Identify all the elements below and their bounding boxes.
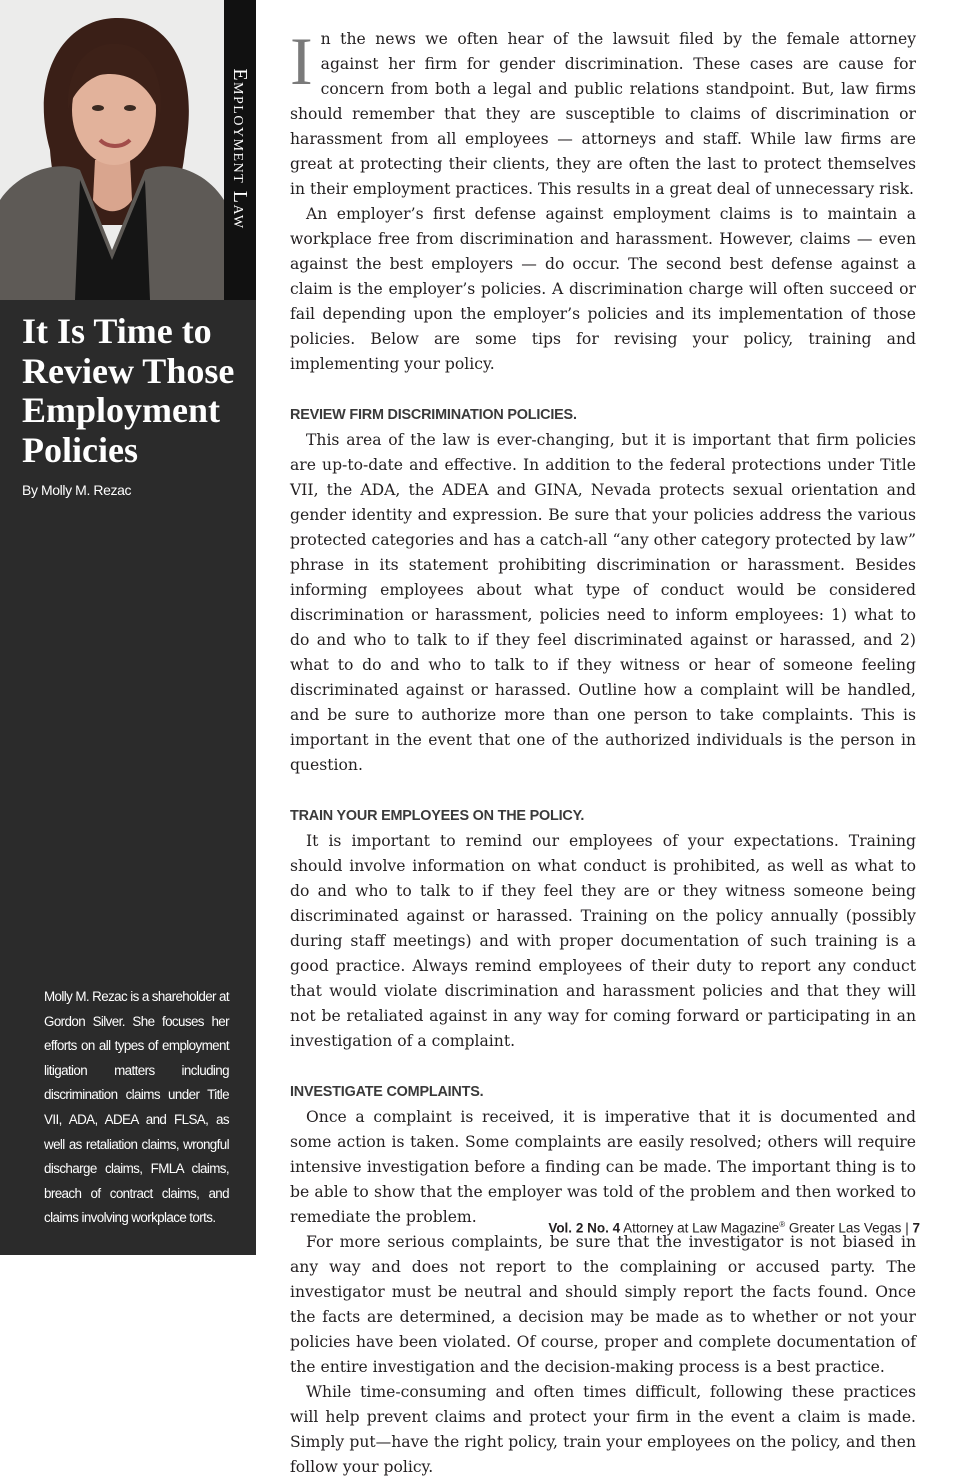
page-number: 7 — [912, 1220, 920, 1236]
page-footer — [548, 1220, 920, 1236]
article-title: It Is Time to Review Those Employment Policies — [22, 311, 235, 470]
section-paragraph: Once a complaint is received, it is imperative that it is documented and some action is taken. Some complaints are easily resolved; others will require intensive investigation before a finding can be made. The important thing is to be able to show that the employer was told of the problem and then worked to remediate the problem. — [290, 1108, 916, 1226]
section-heading-investigate-complaints: INVESTIGATE COMPLAINTS. — [290, 1084, 484, 1100]
section-paragraph: For more serious complaints, be sure that the investigator is not biased in any way and does not report to the complaining or accused party. The investigator must be neutral and should simply report the facts found. Once the facts are determined, a decision may be made as to whether or not your policies have been violated. Of course, proper and complete documentation of the entire investigation and the decision-making process is a best practice. — [290, 1233, 916, 1376]
section-heading-review-policies: REVIEW FIRM DISCRIMINATION POLICIES. — [290, 407, 577, 423]
section-tab — [224, 0, 256, 300]
author-bio: Molly M. Rezac is a shareholder at Gordon Silver. She focuses her efforts on all types of employment litigation matters including discrimination claims under Title VII, ADA, ADEA and FLSA, as well as retaliation claims, wrongful discharge claims, FMLA claims, breach of contract claims, and claims involving workplace torts. — [44, 989, 230, 1226]
section-label: Employment Law — [229, 68, 251, 230]
sidebar — [0, 0, 256, 1255]
section-paragraph: It is important to remind our employees of your expectations. Training should involve information on what conduct is prohibited, as well as what to do and who to talk to if they feel they are or they witness someone being discriminated against or harassed. Training on the policy annually (possibly during staff meetings) and with proper documentation of such training is a good practice. Always remind employees of their duty to report any conduct that would violate discrimination and harassment policies and that they will not be retaliated against in any way for coming forward or participating in an investigation of a complaint. — [290, 832, 916, 1050]
registered-mark: ® — [779, 1220, 786, 1229]
issue-number: Vol. 2 No. 4 — [548, 1220, 621, 1236]
section-heading-train-employees: TRAIN YOUR EMPLOYEES ON THE POLICY. — [290, 808, 585, 824]
drop-cap: I — [290, 23, 313, 99]
article-body — [290, 23, 916, 1480]
intro-text-1: n the news we often hear of the lawsuit filed by the female attorney against her firm for gender discrimination. These cases are cause for concern from both a legal and public relations standpoint. But, law firms should remember that they are susceptible to claims of discrimination or harassment from all employees — attorneys and staff. While law firms are great at protecting their clients, they are often the last to protect themselves in their employment practices. This results in a great deal of unnecessary risk. — [290, 30, 916, 198]
intro-paragraph-2: An employer’s first defense against employment claims is to maintain a workplace free from discrimination and harassment. However, claims — even against the best employers — do occur. The second best defense against a claim is the employer’s policies. A discrimination charge will often succeed or fail depending upon the employer’s policies and its implementation of those policies. Below are some tips for revising your policy, training and implementing your policy. — [290, 205, 916, 373]
author-photo — [0, 0, 224, 300]
section-paragraph: While time-consuming and often times difficult, following these practices will help prevent claims and protect your firm in the event a claim is made. Simply put—have the right policy, train your employees on the policy, and then follow your policy. — [290, 1383, 916, 1476]
byline: By Molly M. Rezac — [22, 482, 132, 498]
section-paragraph: This area of the law is ever-changing, but it is important that firm policies are up-to-date and effective. In addition to the federal protections under Title VII, the ADA, the ADEA and GINA, Nevada protects sexual orientation and gender identity and expression. Be sure that your policies address the various protected categories and has a catch-all “any other category protected by law” phrase in its statement prohibiting discrimination or harassment. Besides informing employees about what type of conduct would be considered discrimination or harassment, policies need to inform employees: 1) what to do and who to talk to if they feel discriminated against or harassed, and 2) what to do and who to talk to if they witness or hear of someone feeling discriminated against or harassed. Outline how a complaint will be handled, and be sure to authorize more than one person to take complaints. This is important in the event that one of the authorized individuals is the person in question. — [290, 431, 916, 774]
magazine-name: Attorney at Law Magazine — [623, 1220, 780, 1236]
edition-name: Greater Las Vegas — [788, 1220, 902, 1236]
intro-paragraph-1 — [290, 23, 916, 202]
footer-separator: | — [905, 1220, 909, 1236]
